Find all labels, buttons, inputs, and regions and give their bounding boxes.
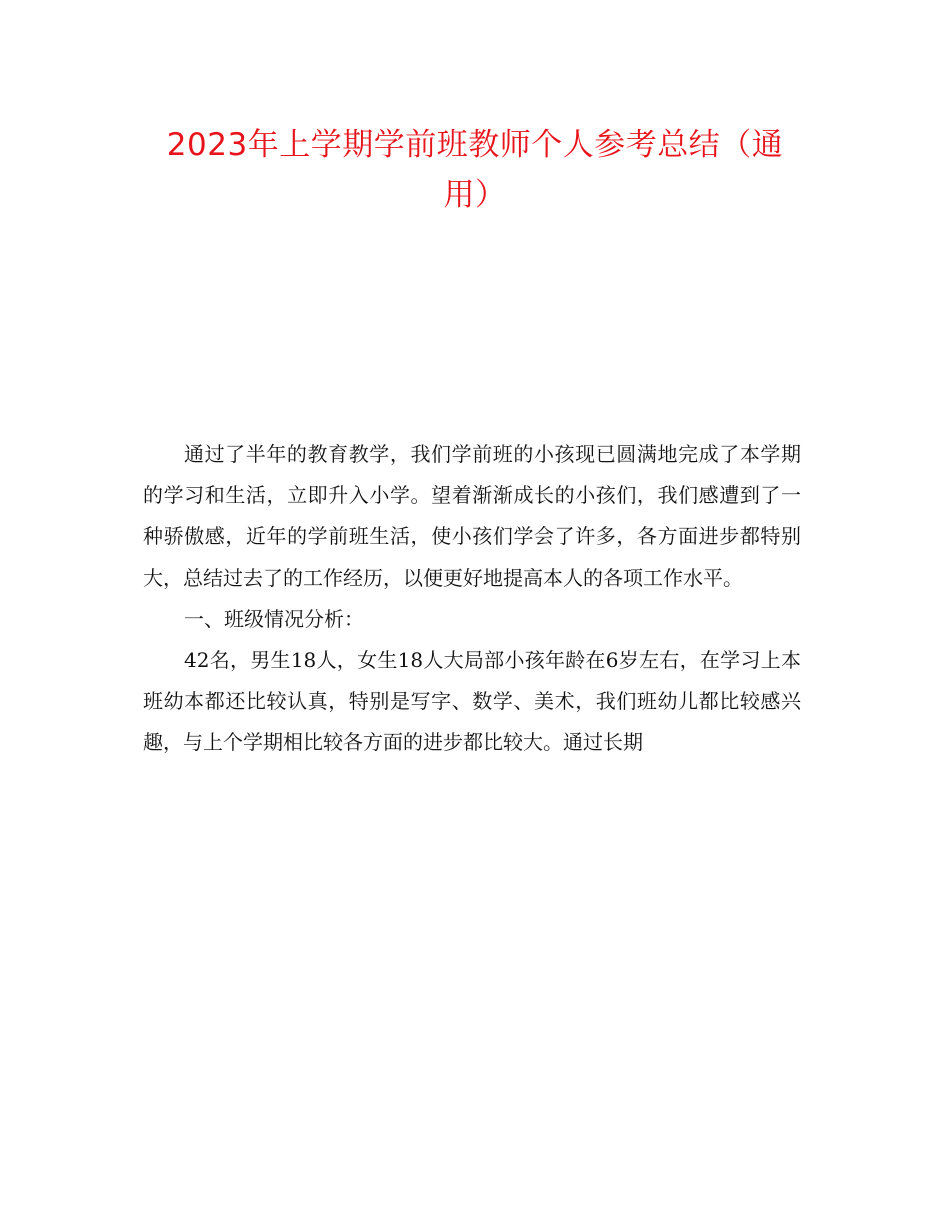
paragraph-class-analysis: 42名，男生18人，女生18人大局部小孩年龄在6岁左右，在学习上本班幼本都还比较认真，特别是写字、数学、美术，我们班幼儿都比较感兴趣，与上个学期相比较各方面的进步都比较大。通过长期 [143,648,801,755]
document-body [143,434,801,764]
paragraph-intro: 通过了半年的教育教学，我们学前班的小孩现已圆满地完成了本学期的学习和生活，立即升入小学。望着渐渐成长的小孩们，我们感遭到了一种骄傲感，近年的学前班生活，使小孩们学会了许多，各方面进步都特别大，总结过去了的工作经历，以便更好地提高本人的各项工作水平。 [143,442,801,590]
document-title: 2023年上学期学前班教师个人参考总结（通用） [166,127,784,213]
paragraph-section-heading: 一、班级情况分析： [184,606,364,631]
